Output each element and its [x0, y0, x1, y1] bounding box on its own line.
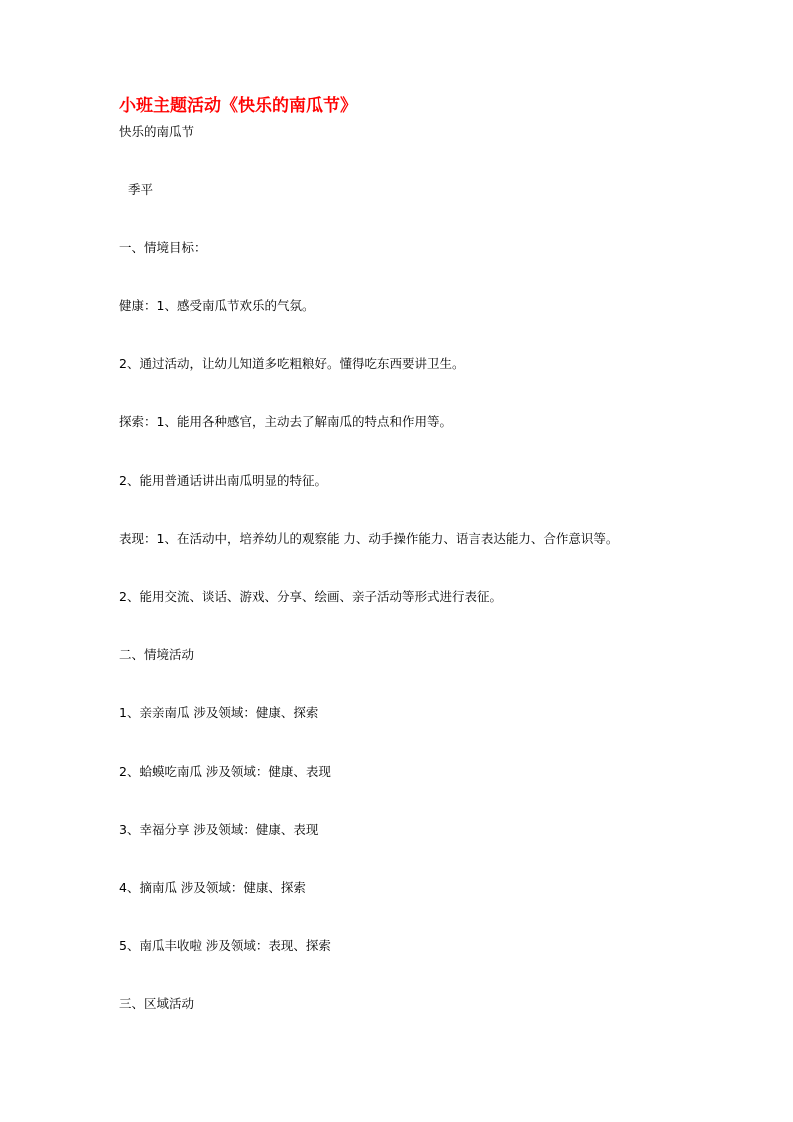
goal-item: 表现：1、在活动中，培养幼儿的观察能 力、动手操作能力、语言表达能力、合作意识等。 [119, 531, 619, 546]
author-name: 季平 [128, 182, 154, 197]
activity-item: 4、摘南瓜 涉及领域：健康、探索 [119, 880, 306, 895]
activity-item: 2、蛤蟆吃南瓜 涉及领域：健康、表现 [119, 764, 331, 779]
goal-item: 探索：1、能用各种感官，主动去了解南瓜的特点和作用等。 [119, 414, 452, 429]
goal-item: 2、能用交流、谈话、游戏、分享、绘画、亲子活动等形式进行表征。 [119, 589, 502, 604]
document-title: 小班主题活动《快乐的南瓜节》 [119, 96, 357, 116]
activity-item: 5、南瓜丰收啦 涉及领域：表现、探索 [119, 938, 331, 953]
goal-item: 健康：1、感受南瓜节欢乐的气氛。 [119, 298, 315, 313]
section-heading-activities: 二、情境活动 [119, 647, 195, 662]
section-heading-goals: 一、情境目标： [119, 240, 207, 255]
document-subtitle: 快乐的南瓜节 [119, 124, 195, 139]
section-heading-areas: 三、区域活动 [119, 996, 195, 1011]
activity-item: 3、幸福分享 涉及领域：健康、表现 [119, 822, 319, 837]
activity-item: 1、亲亲南瓜 涉及领域：健康、探索 [119, 705, 319, 720]
goal-item: 2、通过活动，让幼儿知道多吃粗粮好。懂得吃东西要讲卫生。 [119, 356, 465, 371]
goal-item: 2、能用普通话讲出南瓜明显的特征。 [119, 473, 327, 488]
